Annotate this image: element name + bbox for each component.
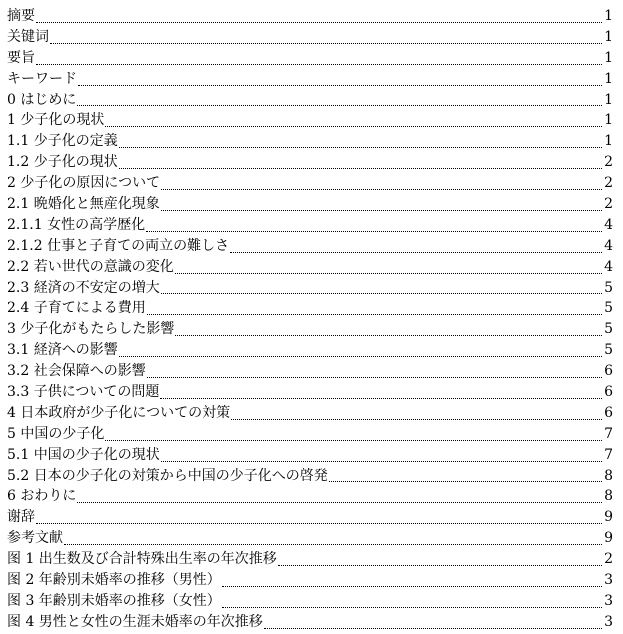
toc-entry-page-number: 7: [604, 425, 613, 442]
toc-dot-leader: [64, 543, 602, 545]
toc-entry-page-number: 1: [604, 49, 613, 66]
toc-entry-title: 要旨: [7, 49, 35, 66]
toc-dot-leader: [36, 522, 602, 524]
toc-entry-page-number: 1: [604, 133, 613, 150]
toc-dot-leader: [36, 63, 602, 65]
toc-dot-leader: [160, 397, 602, 399]
toc-entry[interactable]: [7, 152, 613, 173]
toc-dot-leader: [264, 627, 602, 629]
toc-entry-page-number: 1: [604, 28, 613, 45]
toc-dot-leader: [147, 376, 602, 378]
toc-entry-title: 3.3 子供についての問題: [7, 384, 160, 401]
toc-entry[interactable]: [7, 69, 613, 90]
toc-entry-title: 1 少子化の現状: [7, 112, 105, 129]
toc-entry[interactable]: [7, 194, 613, 215]
toc-entry-page-number: 2: [604, 175, 613, 192]
toc-entry[interactable]: [7, 215, 613, 236]
toc-dot-leader: [77, 501, 602, 503]
toc-entry-page-number: 5: [604, 342, 613, 359]
toc-entry-title: 2.2 若い世代の意識の変化: [7, 258, 174, 275]
toc-entry-title: 图 2 年齢別未婚率の推移（男性）: [7, 572, 221, 589]
toc-dot-leader: [222, 585, 602, 587]
toc-entry[interactable]: [7, 6, 613, 27]
toc-entry-title: キーワード: [7, 70, 77, 87]
toc-entry-title: 2.3 経済の不安定の増大: [7, 279, 160, 296]
toc-entry[interactable]: [7, 110, 613, 131]
toc-entry-title: 谢辞: [7, 509, 35, 526]
toc-entry-title: 1.2 少子化の現状: [7, 154, 118, 171]
toc-entry-title: 3 少子化がもたらした影響: [7, 321, 175, 338]
toc-entry[interactable]: [7, 278, 613, 299]
toc-entry-page-number: 4: [604, 258, 613, 275]
toc-entry-title: 5.2 日本の少子化の対策から中国の少子化への啓発: [7, 467, 328, 484]
toc-dot-leader: [329, 480, 602, 482]
toc-entry-title: 5 中国の少子化: [7, 425, 105, 442]
toc-entry[interactable]: [7, 298, 613, 319]
toc-entry-page-number: 1: [604, 70, 613, 87]
toc-entry-title: 图 3 年齢別未婚率の推移（女性）: [7, 592, 221, 609]
toc-entry[interactable]: [7, 319, 613, 340]
toc-entry[interactable]: [7, 403, 613, 424]
toc-entry[interactable]: [7, 528, 613, 549]
toc-entry-page-number: 6: [604, 384, 613, 401]
toc-entry-title: 2.4 子育てによる費用: [7, 300, 146, 317]
toc-entry-page-number: 4: [604, 237, 613, 254]
toc-entry-page-number: 3: [604, 592, 613, 609]
toc-dot-leader: [231, 418, 602, 420]
toc-entry-page-number: 6: [604, 404, 613, 421]
toc-entry-page-number: 2: [604, 551, 613, 568]
toc-entry[interactable]: [7, 424, 613, 445]
toc-entry[interactable]: [7, 340, 613, 361]
toc-entry-page-number: 8: [604, 488, 613, 505]
toc-entry-title: 1.1 少子化の定義: [7, 133, 118, 150]
toc-dot-leader: [161, 209, 602, 211]
toc-entry[interactable]: [7, 173, 613, 194]
toc-entry-title: 3.2 社会保障への影響: [7, 363, 146, 380]
toc-entry-title: 2.1.2 仕事と子育ての両立の難しさ: [7, 237, 230, 254]
toc-dot-leader: [119, 355, 602, 357]
toc-dot-leader: [230, 251, 602, 253]
toc-entry-title: 5.1 中国の少子化の現状: [7, 446, 160, 463]
toc-dot-leader: [222, 606, 602, 608]
toc-dot-leader: [105, 439, 602, 441]
toc-entry[interactable]: [7, 48, 613, 69]
toc-entry[interactable]: [7, 549, 613, 570]
toc-dot-leader: [175, 272, 602, 274]
toc-entry[interactable]: [7, 445, 613, 466]
toc-entry-title: 关键词: [7, 28, 49, 45]
toc-entry-title: 4 日本政府が少子化についての対策: [7, 404, 231, 421]
toc-entry-page-number: 5: [604, 321, 613, 338]
toc-dot-leader: [147, 313, 602, 315]
toc-entry[interactable]: [7, 90, 613, 111]
toc-entry-page-number: 7: [604, 446, 613, 463]
toc-entry-page-number: 6: [604, 363, 613, 380]
toc-entry[interactable]: [7, 131, 613, 152]
toc-entry-page-number: 1: [604, 91, 613, 108]
toc-entry-page-number: 5: [604, 300, 613, 317]
toc-entry[interactable]: [7, 27, 613, 48]
toc-entry-page-number: 2: [604, 196, 613, 213]
toc-entry-page-number: 8: [604, 467, 613, 484]
toc-entry[interactable]: [7, 361, 613, 382]
toc-entry-page-number: 1: [604, 112, 613, 129]
toc-entry-page-number: 5: [604, 279, 613, 296]
toc-dot-leader: [175, 334, 602, 336]
toc-dot-leader: [119, 146, 602, 148]
toc-entry-page-number: 2: [604, 154, 613, 171]
toc-dot-leader: [105, 125, 602, 127]
toc-entry[interactable]: [7, 236, 613, 257]
toc-entry-page-number: 3: [604, 572, 613, 589]
toc-entry-title: 摘要: [7, 8, 35, 24]
toc-dot-leader: [77, 104, 602, 106]
toc-dot-leader: [78, 84, 602, 86]
toc-entry-title: 图 1 出生数及び合計特殊出生率の年次推移: [7, 551, 277, 568]
toc-dot-leader: [119, 167, 602, 169]
toc-dot-leader: [50, 42, 602, 44]
toc-dot-leader: [161, 292, 602, 294]
toc-entry-title: 图 4 男性と女性の生涯未婚率の年次推移: [7, 613, 263, 630]
toc-entry-title: 2 少子化の原因について: [7, 175, 161, 192]
toc-entry[interactable]: [7, 466, 613, 487]
toc-dot-leader: [161, 188, 602, 190]
toc-entry-page-number: 4: [604, 216, 613, 233]
toc-entry-title: 2.1 晩婚化と無産化現象: [7, 196, 160, 213]
toc-entry[interactable]: [7, 591, 613, 612]
toc-entry-title: 3.1 経済への影響: [7, 342, 118, 359]
toc-dot-leader: [278, 564, 602, 566]
toc-entry-title: 0 はじめに: [7, 91, 77, 108]
toc-entry-page-number: 9: [604, 509, 613, 526]
toc-entry-title: 2.1.1 女性の高学歴化: [7, 216, 146, 233]
toc-entry[interactable]: [7, 612, 613, 633]
toc-entry-page-number: 1: [604, 8, 613, 24]
toc-entry[interactable]: [7, 257, 613, 278]
toc-entry[interactable]: [7, 507, 613, 528]
toc-entry-title: 6 おわりに: [7, 488, 77, 505]
toc-entry-page-number: 9: [604, 530, 613, 547]
toc-dot-leader: [146, 230, 602, 232]
toc-entry[interactable]: [7, 382, 613, 403]
toc-entry[interactable]: [7, 486, 613, 507]
toc-entry-title: 参考文献: [7, 530, 63, 547]
toc-dot-leader: [161, 460, 602, 462]
toc-dot-leader: [36, 21, 602, 23]
toc-entry[interactable]: [7, 570, 613, 591]
toc-entry-page-number: 3: [604, 613, 613, 630]
